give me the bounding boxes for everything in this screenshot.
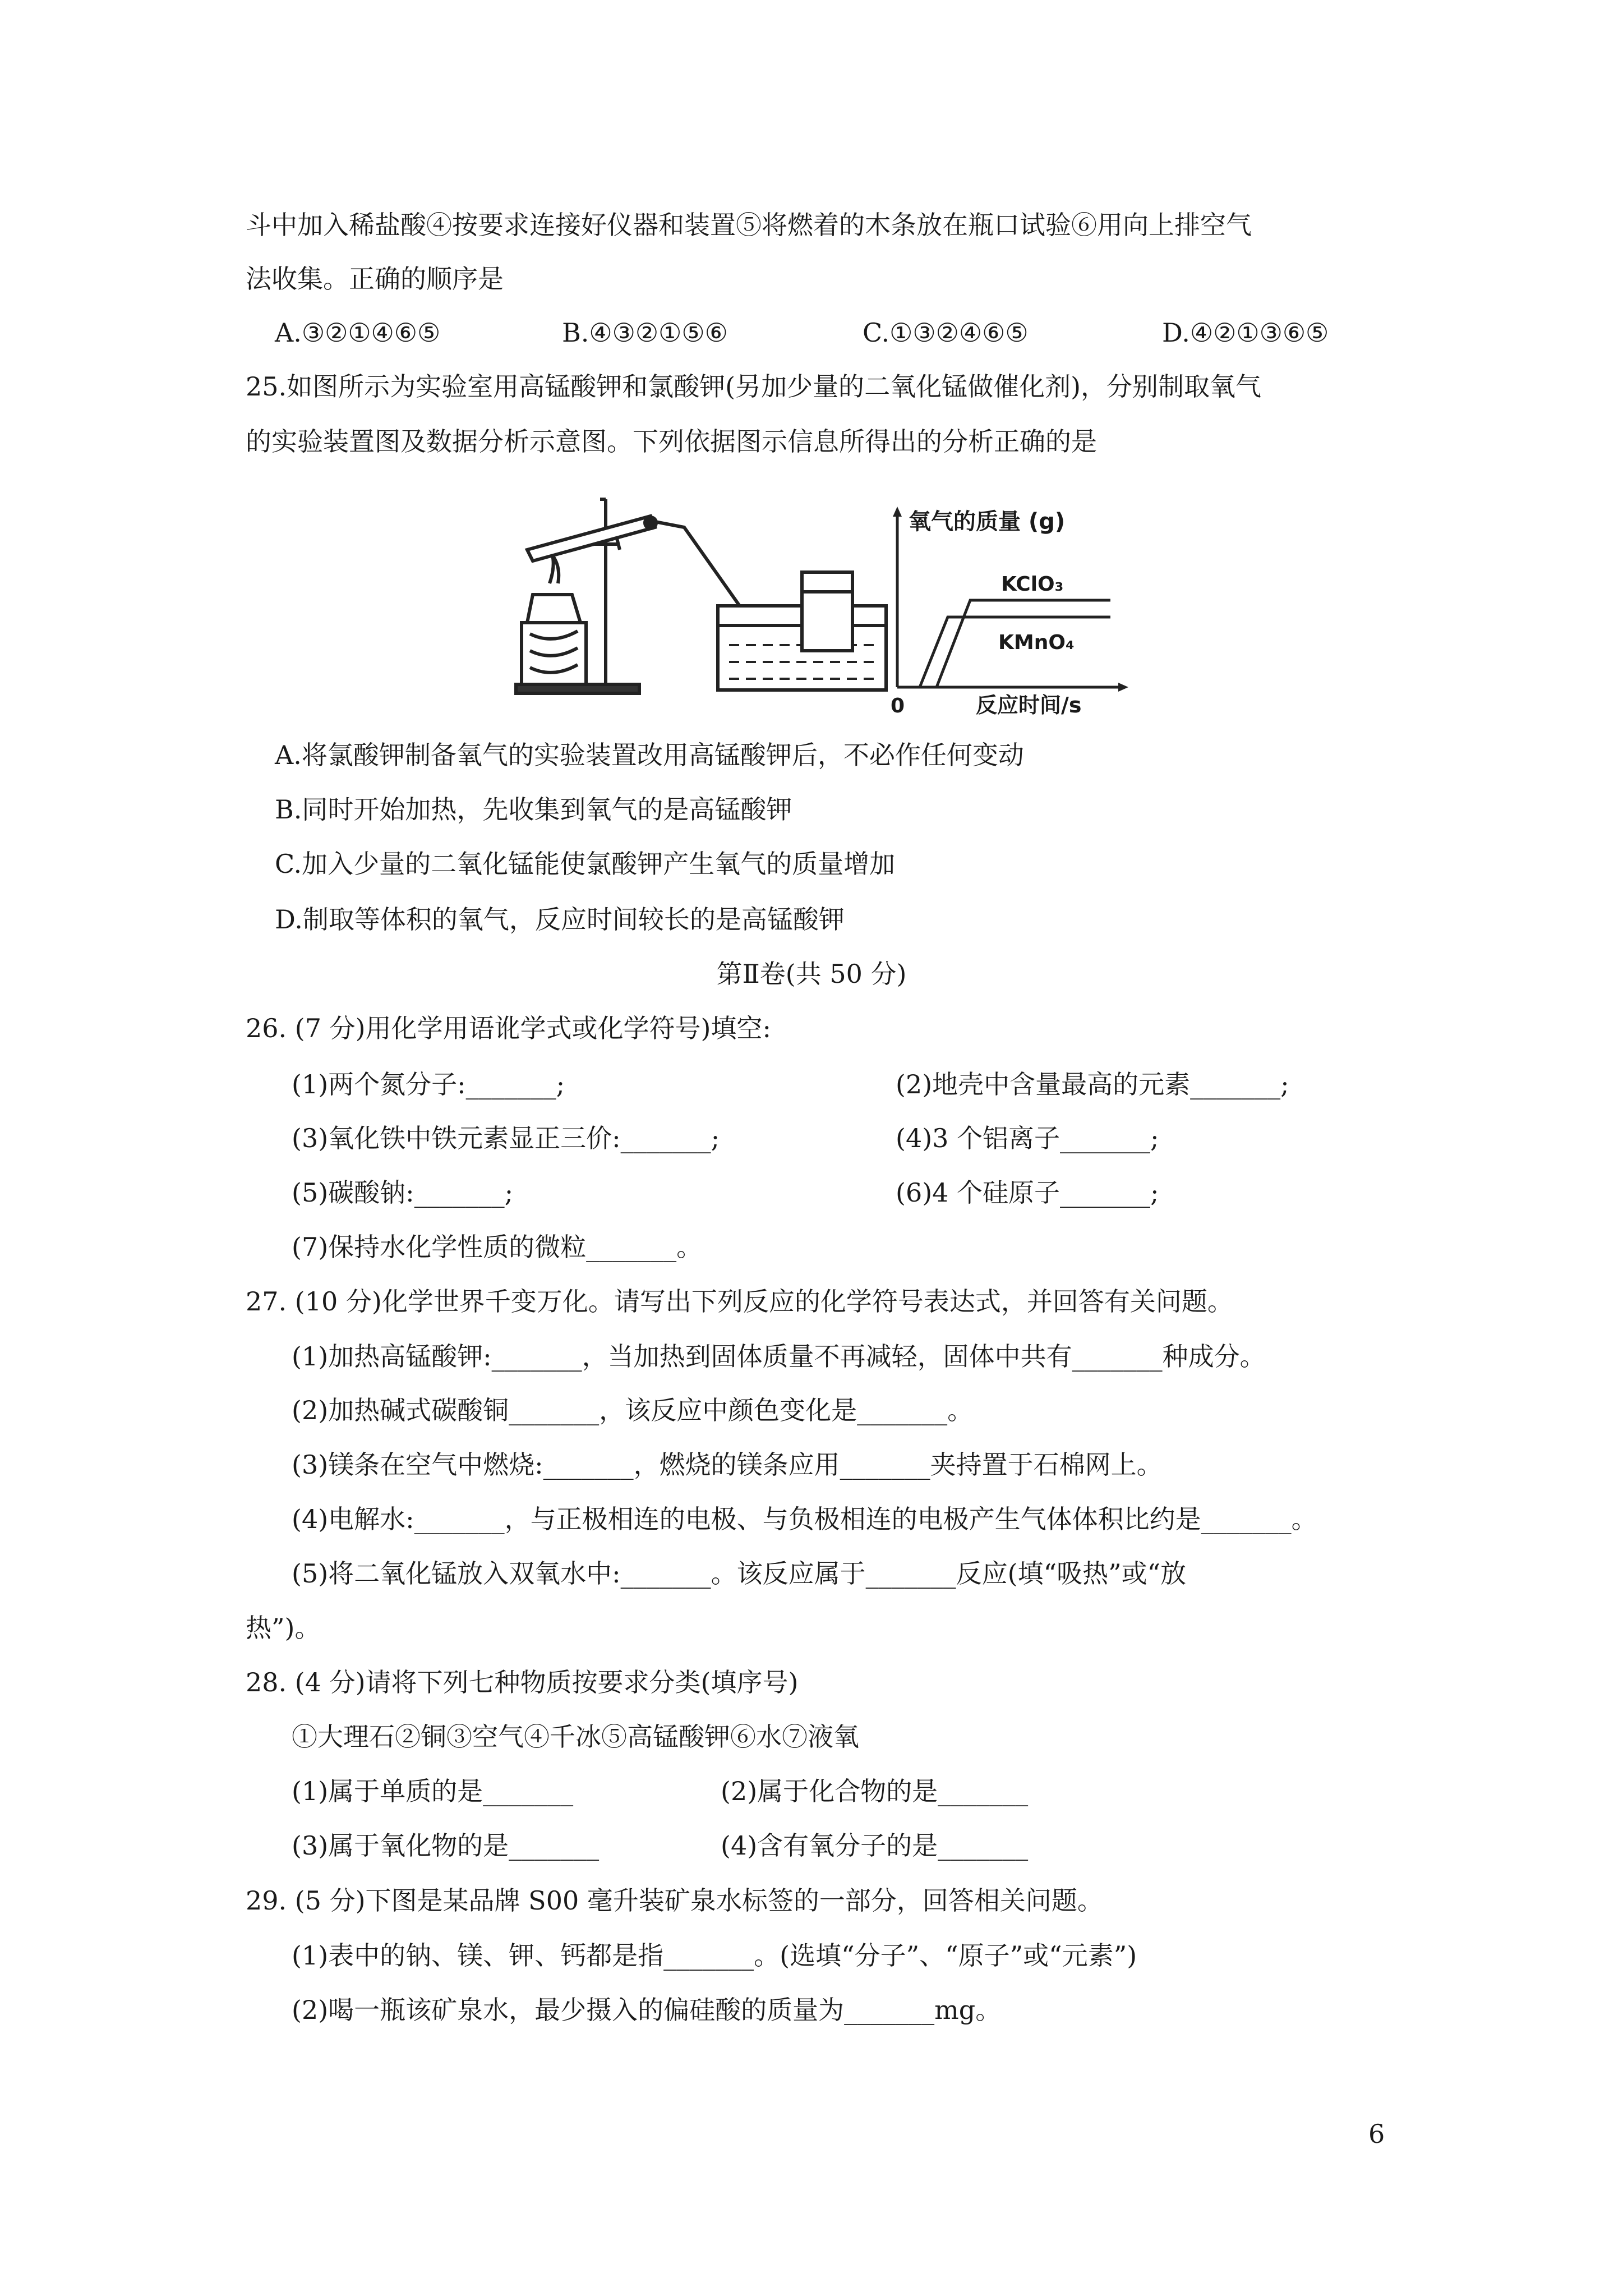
q26-stem: 26. (7 分)用化学用语讹学式或化学符号)填空: bbox=[246, 1013, 772, 1043]
q24-options bbox=[275, 316, 1396, 349]
line-cont-1: 斗中加入稀盐酸④按要求连接好仪器和装置⑤将燃着的木条放在瓶口试验⑥用向上排空气 bbox=[246, 210, 1252, 240]
graph-xlabel: 反应时间/s bbox=[976, 693, 1082, 715]
q25-option-d: D.制取等体积的氧气，反应时间较长的是高锰酸钾 bbox=[275, 904, 845, 935]
q29-stem: 29. (5 分)下图是某品牌 S00 毫升装矿泉水标签的一部分，回答相关问题。 bbox=[246, 1885, 1103, 1916]
q28-stem: 28. (4 分)请将下列七种物质按要求分类(填序号) bbox=[246, 1667, 799, 1697]
graph-legend-kclo3: KClO₃ bbox=[1001, 573, 1064, 596]
q26-item-5: (5)碳酸钠:_______; bbox=[292, 1177, 514, 1208]
q24-option-a: A.③②①④⑥⑤ bbox=[275, 318, 441, 348]
q24-option-b: B.④③②①⑤⑥ bbox=[562, 318, 728, 348]
q27-stem: 27. (10 分)化学世界千变万化。请写出下列反应的化学符号表达式，并回答有关问题。 bbox=[246, 1286, 1233, 1317]
q27-item-5-cont: 热”)。 bbox=[246, 1613, 321, 1643]
graph-legend-kmno4: KMnO₄ bbox=[998, 631, 1075, 654]
q27-item-3: (3)镁条在空气中燃烧:_______，燃烧的镁条应用_______夹持置于石棉网上。 bbox=[292, 1450, 1163, 1480]
q29-item-2: (2)喝一瓶该矿泉水，最少摄入的偏硅酸的质量为_______mg。 bbox=[292, 1995, 1002, 2025]
q25-stem-1: 25.如图所示为实验室用高锰酸钾和氯酸钾(另加少量的二氧化锰做催化剂)，分别制取氧气 bbox=[246, 371, 1262, 402]
q26-item-4: (4)3 个铝离子_______; bbox=[896, 1123, 1159, 1153]
q26-item-6: (6)4 个硅原子_______; bbox=[896, 1177, 1159, 1208]
q27-item-2: (2)加热碱式碳酸铜_______，该反应中颜色变化是_______。 bbox=[292, 1395, 974, 1425]
q26-item-3: (3)氧化铁中铁元素显正三价:_______; bbox=[292, 1123, 720, 1153]
q25-option-c: C.加入少量的二氧化锰能使氯酸钾产生氧气的质量增加 bbox=[275, 849, 896, 879]
q25-option-b: B.同时开始加热，先收集到氧气的是高锰酸钾 bbox=[275, 794, 792, 825]
q29-item-1: (1)表中的钠、镁、钾、钙都是指_______。(选填“分子”、“原子”或“元素”) bbox=[292, 1940, 1137, 1971]
q28-item-2: (2)属于化合物的是_______ bbox=[721, 1776, 1029, 1806]
q27-item-1: (1)加热高锰酸钾:_______，当加热到固体质量不再减轻，固体中共有_______种成分。 bbox=[292, 1341, 1266, 1372]
apparatus-figure bbox=[505, 482, 909, 707]
q24-option-d: D.④②①③⑥⑤ bbox=[1162, 318, 1329, 348]
oxygen-mass-graph bbox=[875, 502, 1138, 715]
q25-stem-2: 的实验装置图及数据分析示意图。下列依据图示信息所得出的分析正确的是 bbox=[246, 426, 1097, 457]
graph-ylabel: 氧气的质量 (g) bbox=[909, 509, 1066, 535]
q28-item-3: (3)属于氧化物的是_______ bbox=[292, 1830, 600, 1861]
q26-item-2: (2)地壳中含量最高的元素_______; bbox=[896, 1069, 1289, 1099]
q24-option-c: C.①③②④⑥⑤ bbox=[863, 318, 1029, 348]
q26-item-7: (7)保持水化学性质的微粒_______。 bbox=[292, 1232, 703, 1262]
q25-option-a: A.将氯酸钾制备氧气的实验装置改用高锰酸钾后，不必作任何变动 bbox=[275, 740, 1024, 770]
q27-item-4: (4)电解水:_______，与正极相连的电极、与负极相连的电极产生气体体积比约是_______。 bbox=[292, 1504, 1317, 1534]
q26-item-1: (1)两个氮分子:_______; bbox=[292, 1069, 565, 1099]
q28-item-4: (4)含有氧分子的是_______ bbox=[721, 1830, 1029, 1861]
graph-origin: 0 bbox=[891, 694, 905, 715]
q28-substances: ①大理石②铜③空气④千冰⑤高锰酸钾⑥水⑦液氧 bbox=[292, 1722, 859, 1752]
line-cont-2: 法收集。正确的顺序是 bbox=[246, 264, 504, 294]
page-number: 6 bbox=[1368, 2119, 1385, 2149]
q27-item-5: (5)将二氧化锰放入双氧水中:_______。该反应属于_______反应(填“吸热”或“放 bbox=[292, 1558, 1187, 1589]
section-ii-title: 第Ⅱ卷(共 50 分) bbox=[716, 959, 907, 989]
q28-item-1: (1)属于单质的是_______ bbox=[292, 1776, 574, 1806]
